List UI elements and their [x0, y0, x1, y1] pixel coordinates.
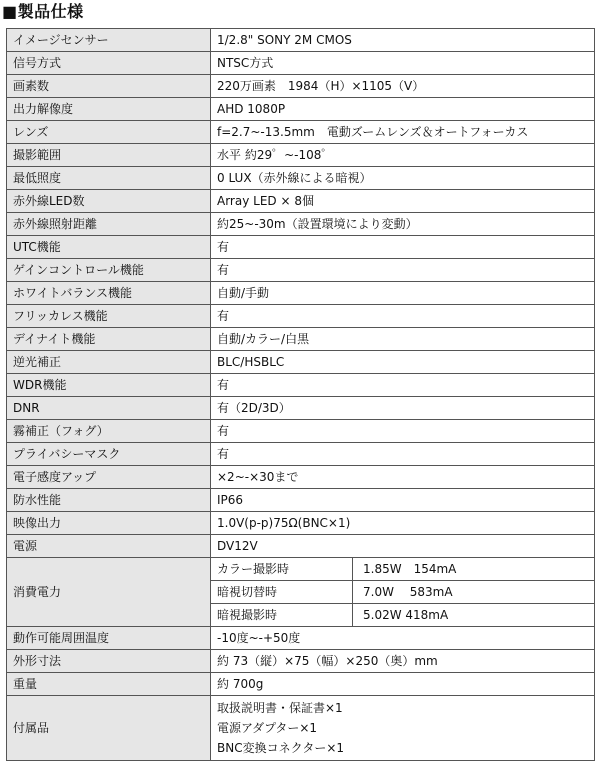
- spec-label: 霧補正（フォグ）: [7, 420, 211, 443]
- spec-label: 画素数: [7, 75, 211, 98]
- table-row: [7, 236, 595, 259]
- table-row: [7, 75, 595, 98]
- spec-label: DNR: [7, 397, 211, 420]
- power-value: 7.0W 583mA: [353, 581, 595, 604]
- spec-value: 有: [211, 305, 595, 328]
- spec-value: BLC/HSBLC: [211, 351, 595, 374]
- list-item: 電源アダプター×1: [217, 721, 318, 735]
- spec-label: 出力解像度: [7, 98, 211, 121]
- table-row: [7, 282, 595, 305]
- spec-value: ×2~-×30まで: [211, 466, 595, 489]
- power-value: 5.02W 418mA: [353, 604, 595, 627]
- spec-value: 自動/手動: [211, 282, 595, 305]
- table-row: [7, 259, 595, 282]
- spec-label: 赤外線照射距離: [7, 213, 211, 236]
- spec-value: 約 73（縦）×75（幅）×250（奥）mm: [211, 650, 595, 673]
- spec-value: 有: [211, 236, 595, 259]
- spec-value: Array LED × 8個: [211, 190, 595, 213]
- spec-label: レンズ: [7, 121, 211, 144]
- spec-label: 外形寸法: [7, 650, 211, 673]
- list-item: 取扱説明書・保証書×1: [217, 701, 343, 715]
- spec-label: 防水性能: [7, 489, 211, 512]
- spec-label: 動作可能周囲温度: [7, 627, 211, 650]
- power-value: 1.85W 154mA: [353, 558, 595, 581]
- table-row: [7, 696, 595, 761]
- spec-value: 1.0V(p-p)75Ω(BNC×1): [211, 512, 595, 535]
- spec-label: フリッカレス機能: [7, 305, 211, 328]
- table-row: [7, 397, 595, 420]
- spec-label: イメージセンサー: [7, 29, 211, 52]
- table-row: [7, 443, 595, 466]
- spec-label: ゲインコントロール機能: [7, 259, 211, 282]
- section-title: ■製品仕様: [2, 2, 84, 21]
- spec-table: [6, 28, 595, 761]
- spec-label: 信号方式: [7, 52, 211, 75]
- table-row: [7, 144, 595, 167]
- spec-value: IP66: [211, 489, 595, 512]
- spec-label: 赤外線LED数: [7, 190, 211, 213]
- spec-value: 1/2.8" SONY 2M CMOS: [211, 29, 595, 52]
- spec-value: 0 LUX（赤外線による暗視）: [211, 167, 595, 190]
- spec-value: 有: [211, 420, 595, 443]
- spec-label: UTC機能: [7, 236, 211, 259]
- table-row: [7, 351, 595, 374]
- table-row: [7, 512, 595, 535]
- table-row: [7, 374, 595, 397]
- power-mode: 暗視撮影時: [211, 604, 353, 627]
- table-row: [7, 121, 595, 144]
- spec-value: 自動/カラー/白黒: [211, 328, 595, 351]
- spec-label: 電源: [7, 535, 211, 558]
- spec-label: デイナイト機能: [7, 328, 211, 351]
- spec-label: ホワイトバランス機能: [7, 282, 211, 305]
- spec-label: 逆光補正: [7, 351, 211, 374]
- spec-label: 消費電力: [7, 558, 211, 627]
- spec-value: NTSC方式: [211, 52, 595, 75]
- spec-value: AHD 1080P: [211, 98, 595, 121]
- table-row: [7, 420, 595, 443]
- spec-value: 水平 約29゜~-108゜: [211, 144, 595, 167]
- power-mode: カラー撮影時: [211, 558, 353, 581]
- table-row: [7, 535, 595, 558]
- table-row: [7, 328, 595, 351]
- table-row: [7, 98, 595, 121]
- spec-label: 重量: [7, 673, 211, 696]
- spec-value: 約25~-30m（設置環境により変動）: [211, 213, 595, 236]
- list-item: BNC変換コネクター×1: [217, 741, 345, 755]
- table-row: [7, 52, 595, 75]
- accessories-list: [211, 696, 595, 761]
- spec-value: 有: [211, 443, 595, 466]
- table-row: [7, 627, 595, 650]
- table-row: [7, 489, 595, 512]
- spec-value: 220万画素 1984（H）×1105（V）: [211, 75, 595, 98]
- spec-label: WDR機能: [7, 374, 211, 397]
- spec-label: 撮影範囲: [7, 144, 211, 167]
- table-row: [7, 650, 595, 673]
- spec-label: プライバシーマスク: [7, 443, 211, 466]
- table-row: [7, 190, 595, 213]
- spec-value: 約 700g: [211, 673, 595, 696]
- table-row: [7, 213, 595, 236]
- spec-label: 映像出力: [7, 512, 211, 535]
- spec-table-body: [7, 29, 595, 761]
- spec-label: 付属品: [7, 696, 211, 761]
- table-row: [7, 305, 595, 328]
- spec-value: f=2.7~-13.5mm 電動ズームレンズ＆オートフォーカス: [211, 121, 595, 144]
- power-mode: 暗視切替時: [211, 581, 353, 604]
- table-row: [7, 673, 595, 696]
- table-row: [7, 167, 595, 190]
- spec-value: 有（2D/3D）: [211, 397, 595, 420]
- table-row: [7, 466, 595, 489]
- table-row: [7, 29, 595, 52]
- spec-value: 有: [211, 259, 595, 282]
- spec-value: -10度~-+50度: [211, 627, 595, 650]
- table-row: [7, 558, 595, 581]
- spec-label: 電子感度アップ: [7, 466, 211, 489]
- spec-label: 最低照度: [7, 167, 211, 190]
- spec-value: 有: [211, 374, 595, 397]
- spec-value: DV12V: [211, 535, 595, 558]
